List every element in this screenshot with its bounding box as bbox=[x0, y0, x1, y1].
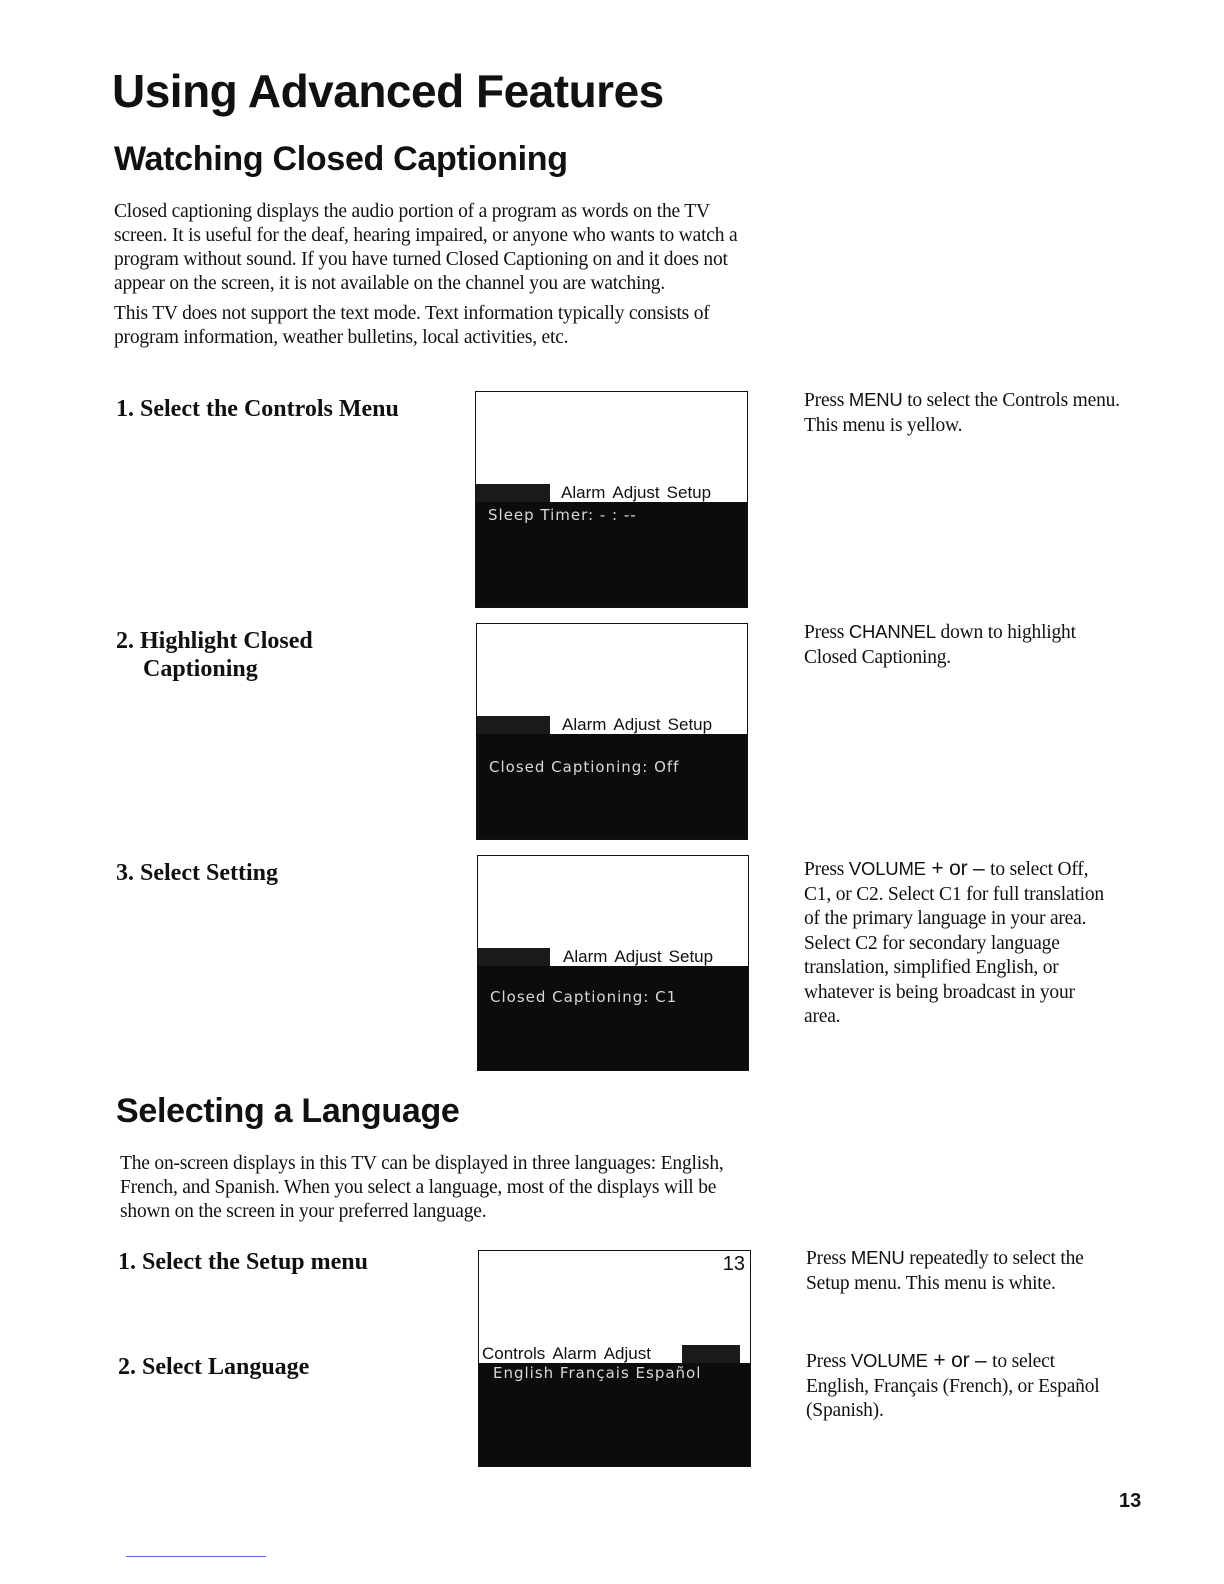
menu-tab-labels bbox=[562, 716, 719, 734]
menu-body bbox=[478, 966, 748, 1070]
cc-intro bbox=[114, 200, 754, 350]
section-heading-selecting-language: Selecting a Language bbox=[116, 1092, 460, 1130]
cc-paragraph-1: Closed captioning displays the audio portion of a program as words on the TV screen. It is useful for the deaf, hearing impaired, or anyone who wants to watch a program without sound. If you have turned Closed Captioning on and it does not appear on the screen, it is not available on the channel you are watching. bbox=[114, 201, 738, 294]
cc-step-3-title bbox=[116, 859, 278, 887]
tab-alarm: Alarm bbox=[562, 715, 607, 734]
cc-paragraph-2: This TV does not support the text mode. Text information typically consists of program information, weather bulletins, local activities, etc. bbox=[114, 303, 710, 348]
menu-highlight-line: Sleep Timer: - : -- bbox=[488, 506, 637, 524]
tab-setup: Setup bbox=[667, 715, 713, 734]
cc-step-3-instruction: Press VOLUME + or – to select Off, C1, or C2. Select C1 for full translation of the primary language in your area. Select C2 for secondary language translation, simplified English, or whatever is being broadcast in your area. bbox=[804, 857, 1104, 1027]
cc-step-1-title bbox=[116, 395, 399, 423]
tab-alarm: Alarm bbox=[563, 947, 608, 966]
step-number: 1. bbox=[116, 396, 134, 422]
tv-screen-setup-language bbox=[478, 1250, 751, 1467]
lang-paragraph: The on-screen displays in this TV can be displayed in three languages: English, French, and Spanish. When you select a language, most of the displays will be shown on the screen in your preferred language. bbox=[120, 1153, 724, 1222]
menu-body bbox=[479, 1363, 750, 1466]
page-number: 13 bbox=[1119, 1490, 1142, 1512]
footer-rule bbox=[126, 1556, 266, 1557]
menu-tab-labels bbox=[482, 1345, 658, 1363]
lang-step-2-title bbox=[118, 1353, 309, 1381]
step-number: 3. bbox=[116, 860, 134, 886]
menu-tab-bar bbox=[477, 716, 747, 734]
tab-controls: Controls bbox=[482, 1344, 546, 1363]
step-title-text: Select Setting bbox=[140, 860, 278, 886]
lang-step-1-instruction: Press MENU repeatedly to select the Setup menu. This menu is white. bbox=[806, 1247, 1084, 1294]
section-heading-closed-captioning: Watching Closed Captioning bbox=[114, 140, 568, 178]
tab-alarm: Alarm bbox=[561, 483, 606, 502]
key-label: CHANNEL bbox=[848, 621, 936, 642]
step-number: 2. bbox=[116, 628, 134, 654]
tab-setup: Setup bbox=[666, 483, 712, 502]
tv-screen-controls-menu bbox=[475, 391, 748, 608]
menu-tab-labels bbox=[563, 948, 720, 966]
step-title-text: Select the Controls Menu bbox=[140, 396, 399, 422]
menu-body bbox=[476, 502, 747, 607]
step-title-continuation: Captioning bbox=[143, 656, 258, 682]
key-label: MENU bbox=[848, 389, 903, 410]
step-title-text: Select the Setup menu bbox=[142, 1249, 368, 1275]
tab-setup: Setup bbox=[668, 947, 714, 966]
lang-step-2-instruction: Press VOLUME + or – to select English, Français (French), or Español (Spanish). bbox=[806, 1349, 1100, 1421]
menu-tab-bar bbox=[478, 948, 748, 966]
menu-highlight-line: English Français Español bbox=[493, 1364, 702, 1382]
menu-tab-bar bbox=[476, 484, 747, 502]
tab-adjust: Adjust bbox=[603, 1344, 651, 1363]
cc-step-2-title bbox=[116, 627, 313, 683]
controls-tab-highlight bbox=[476, 484, 550, 502]
channel-number: 13 bbox=[722, 1253, 745, 1275]
step-number: 1. bbox=[118, 1249, 136, 1275]
menu-tab-labels bbox=[561, 484, 718, 502]
key-label: VOLUME bbox=[848, 858, 926, 879]
step-title-text: Select Language bbox=[142, 1354, 310, 1380]
tab-adjust: Adjust bbox=[613, 715, 661, 734]
key-label: VOLUME bbox=[850, 1350, 928, 1371]
cc-step-2-instruction: Press CHANNEL down to highlight Closed Captioning. bbox=[804, 621, 1076, 668]
plus-minus-symbols: + or – bbox=[927, 1349, 993, 1372]
setup-tab-highlight bbox=[682, 1345, 740, 1363]
page-title: Using Advanced Features bbox=[112, 65, 664, 117]
menu-tab-bar bbox=[479, 1345, 750, 1363]
cc-step-1-instruction: Press MENU to select the Controls menu. This menu is yellow. bbox=[804, 389, 1120, 436]
tv-screen-closed-captioning-c1 bbox=[477, 855, 749, 1071]
tv-screen-closed-captioning-off bbox=[476, 623, 748, 840]
menu-highlight-line: Closed Captioning: C1 bbox=[490, 988, 678, 1006]
lang-intro bbox=[120, 1152, 750, 1224]
lang-step-1-title bbox=[118, 1248, 368, 1276]
plus-minus-symbols: + or – bbox=[925, 857, 991, 880]
menu-highlight-line: Closed Captioning: Off bbox=[489, 758, 680, 776]
step-number: 2. bbox=[118, 1354, 136, 1380]
key-label: MENU bbox=[850, 1247, 905, 1268]
step-title-text: Highlight Closed bbox=[140, 628, 313, 654]
menu-body bbox=[477, 734, 747, 839]
tab-adjust: Adjust bbox=[612, 483, 660, 502]
controls-tab-highlight bbox=[478, 948, 550, 966]
tab-alarm: Alarm bbox=[552, 1344, 597, 1363]
controls-tab-highlight bbox=[477, 716, 550, 734]
tab-adjust: Adjust bbox=[614, 947, 662, 966]
